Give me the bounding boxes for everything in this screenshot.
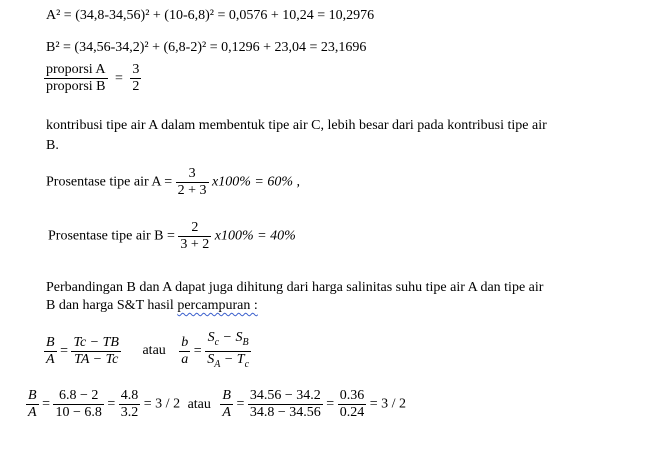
fraction-denominator: A xyxy=(222,405,231,420)
fraction-denominator: 2 + 3 xyxy=(177,183,207,198)
fraction-numerator: 34.56 − 34.2 xyxy=(249,388,321,403)
fraction-numerator: 4.8 xyxy=(120,388,139,403)
proportion-ratio xyxy=(44,62,141,95)
fraction-numerator: $S_c - S_B$ xyxy=(207,330,249,348)
formula-row xyxy=(44,330,251,373)
fraction-denominator: TA − Tc xyxy=(71,351,121,368)
b-over-a-fraction xyxy=(44,335,57,368)
equals-sign: = xyxy=(60,343,68,359)
fraction-numerator: 6.8 − 2 xyxy=(58,388,99,403)
proportion-denominator: proporsi B xyxy=(46,79,106,94)
paragraph-line xyxy=(46,298,258,314)
fraction-numerator: 2 xyxy=(191,220,199,235)
paragraph-line: Perbandingan B dan A dapat juga dihitung dari harga salinitas suhu tipe air A dan tipe air xyxy=(46,280,544,295)
calc-fraction xyxy=(53,388,103,421)
proportion-numerator: proporsi A xyxy=(46,62,106,77)
fraction-denominator: A xyxy=(28,405,37,420)
percentage-b xyxy=(48,220,296,253)
fraction-numerator: Tc − TB xyxy=(73,334,119,350)
fraction-numerator: 3 xyxy=(188,166,196,181)
calc-result: = 3 / 2 xyxy=(369,396,406,412)
percentage-a-label: Prosentase tipe air A = xyxy=(46,174,173,190)
fraction-denominator: 3 + 2 xyxy=(180,237,210,252)
percentage-a xyxy=(46,166,300,199)
calc-fraction xyxy=(338,388,367,421)
paragraph-line: B. xyxy=(46,138,59,153)
fraction-denominator: 34.8 − 34.56 xyxy=(249,405,321,420)
percentage-b-fraction xyxy=(178,220,211,253)
equation-b-squared: B² = (34,56-34,2)² + (6,8-2)² = 0,1296 + 23,04 = 23,1696 xyxy=(46,40,367,55)
equals-sign: = xyxy=(326,396,335,412)
b-over-a-fraction xyxy=(26,388,39,421)
fraction-denominator: A xyxy=(46,351,55,367)
fraction-numerator: 0.36 xyxy=(339,388,365,403)
percentage-b-result: x100% = 40% xyxy=(214,228,296,244)
fraction-denominator: 3.2 xyxy=(120,405,139,420)
calc-fraction xyxy=(248,388,323,421)
paragraph-line: kontribusi tipe air A dalam membentuk tipe air C, lebih besar dari pada kontribusi tipe air xyxy=(46,118,547,133)
equals-sign: = xyxy=(115,70,123,86)
paragraph-text: B dan harga S&T hasil xyxy=(46,298,178,313)
spellcheck-word: percampuran : xyxy=(177,298,258,313)
fraction-numerator: b xyxy=(181,334,189,350)
temperature-fraction xyxy=(71,335,121,368)
b-over-a-fraction xyxy=(220,388,233,421)
percentage-a-result: x100% = 60% , xyxy=(212,174,301,190)
calc-fraction xyxy=(119,388,141,421)
equals-sign: = xyxy=(236,396,245,412)
proportion-fraction xyxy=(44,62,108,95)
atau-word: atau xyxy=(187,396,211,412)
fraction-denominator: 10 − 6.8 xyxy=(55,405,102,420)
value-denominator: 2 xyxy=(132,79,140,94)
small-b-over-a-fraction xyxy=(179,335,190,368)
fraction-numerator: B xyxy=(46,334,55,350)
proportion-value-fraction xyxy=(130,62,141,95)
percentage-b-label: Prosentase tipe air B = xyxy=(48,228,175,244)
calculation-row xyxy=(26,388,406,421)
salinity-fraction xyxy=(205,330,251,373)
equals-sign: = xyxy=(193,343,202,359)
percentage-a-fraction xyxy=(176,166,209,199)
fraction-numerator: B xyxy=(28,388,37,403)
equals-sign: = xyxy=(107,396,116,412)
value-numerator: 3 xyxy=(132,62,140,77)
fraction-numerator: B xyxy=(222,388,231,403)
atau-word: atau xyxy=(142,343,166,359)
fraction-denominator: 0.24 xyxy=(339,405,365,420)
equals-sign: = xyxy=(42,396,50,412)
equation-a-squared: A² = (34,8-34,56)² + (10-6,8)² = 0,0576 + 10,24 = 10,2976 xyxy=(46,8,375,23)
fraction-denominator: $S_A - T_c$ xyxy=(205,351,251,373)
fraction-denominator: a xyxy=(181,351,189,367)
calc-result: = 3 / 2 xyxy=(143,396,181,412)
